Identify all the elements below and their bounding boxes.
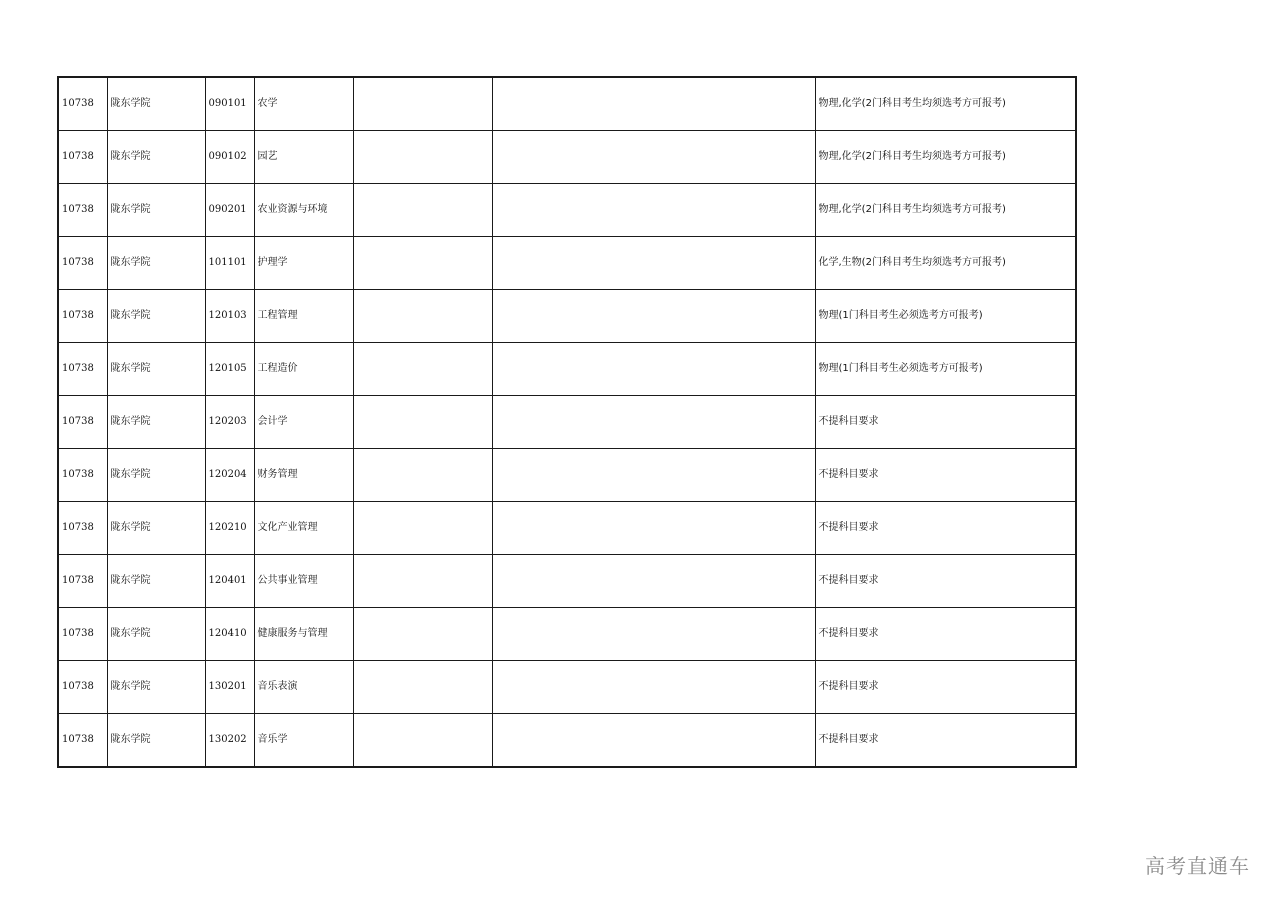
table-row bbox=[58, 290, 1076, 343]
table-row bbox=[58, 502, 1076, 555]
blank-cell bbox=[492, 714, 815, 768]
blank-cell bbox=[353, 661, 492, 714]
blank-cell bbox=[492, 77, 815, 131]
institution-code-cell: 10738 bbox=[58, 449, 107, 502]
major-code-cell: 120203 bbox=[205, 396, 254, 449]
subject-requirement-cell: 物理,化学(2门科目考生均须选考方可报考) bbox=[815, 184, 1076, 237]
table-row bbox=[58, 449, 1076, 502]
major-name-cell: 公共事业管理 bbox=[254, 555, 353, 608]
blank-cell bbox=[492, 502, 815, 555]
table-row bbox=[58, 184, 1076, 237]
blank-cell bbox=[492, 661, 815, 714]
institution-name-cell: 陇东学院 bbox=[107, 343, 205, 396]
subject-requirement-cell: 化学,生物(2门科目考生均须选考方可报考) bbox=[815, 237, 1076, 290]
table-row bbox=[58, 661, 1076, 714]
major-name-cell: 音乐表演 bbox=[254, 661, 353, 714]
subject-requirement-cell: 不提科目要求 bbox=[815, 608, 1076, 661]
major-name-cell: 会计学 bbox=[254, 396, 353, 449]
institution-name-cell: 陇东学院 bbox=[107, 661, 205, 714]
major-name-cell: 工程造价 bbox=[254, 343, 353, 396]
blank-cell bbox=[353, 449, 492, 502]
institution-code-cell: 10738 bbox=[58, 502, 107, 555]
institution-code-cell: 10738 bbox=[58, 714, 107, 768]
institution-code-cell: 10738 bbox=[58, 343, 107, 396]
major-code-cell: 120105 bbox=[205, 343, 254, 396]
blank-cell bbox=[492, 449, 815, 502]
institution-name-cell: 陇东学院 bbox=[107, 449, 205, 502]
table-row bbox=[58, 396, 1076, 449]
institution-code-cell: 10738 bbox=[58, 237, 107, 290]
watermark-text: 高考直通车 bbox=[1145, 854, 1250, 878]
blank-cell bbox=[492, 184, 815, 237]
major-code-cell: 101101 bbox=[205, 237, 254, 290]
major-code-cell: 120103 bbox=[205, 290, 254, 343]
institution-name-cell: 陇东学院 bbox=[107, 555, 205, 608]
subject-requirement-cell: 物理,化学(2门科目考生均须选考方可报考) bbox=[815, 77, 1076, 131]
institution-code-cell: 10738 bbox=[58, 396, 107, 449]
blank-cell bbox=[353, 608, 492, 661]
subject-requirement-cell: 不提科目要求 bbox=[815, 714, 1076, 768]
table-row bbox=[58, 131, 1076, 184]
major-code-cell: 130202 bbox=[205, 714, 254, 768]
institution-name-cell: 陇东学院 bbox=[107, 502, 205, 555]
major-name-cell: 文化产业管理 bbox=[254, 502, 353, 555]
institution-code-cell: 10738 bbox=[58, 661, 107, 714]
blank-cell bbox=[492, 131, 815, 184]
admission-requirements-table bbox=[57, 76, 1077, 768]
blank-cell bbox=[492, 608, 815, 661]
major-code-cell: 090201 bbox=[205, 184, 254, 237]
blank-cell bbox=[353, 131, 492, 184]
blank-cell bbox=[353, 290, 492, 343]
institution-code-cell: 10738 bbox=[58, 555, 107, 608]
institution-name-cell: 陇东学院 bbox=[107, 714, 205, 768]
blank-cell bbox=[492, 396, 815, 449]
table-row bbox=[58, 237, 1076, 290]
institution-code-cell: 10738 bbox=[58, 131, 107, 184]
major-code-cell: 090102 bbox=[205, 131, 254, 184]
major-name-cell: 工程管理 bbox=[254, 290, 353, 343]
subject-requirement-cell: 物理(1门科目考生必须选考方可报考) bbox=[815, 290, 1076, 343]
major-code-cell: 090101 bbox=[205, 77, 254, 131]
subject-requirement-cell: 物理(1门科目考生必须选考方可报考) bbox=[815, 343, 1076, 396]
blank-cell bbox=[353, 237, 492, 290]
major-name-cell: 园艺 bbox=[254, 131, 353, 184]
major-name-cell: 音乐学 bbox=[254, 714, 353, 768]
blank-cell bbox=[353, 343, 492, 396]
table-row bbox=[58, 608, 1076, 661]
blank-cell bbox=[353, 502, 492, 555]
institution-code-cell: 10738 bbox=[58, 290, 107, 343]
blank-cell bbox=[492, 555, 815, 608]
institution-name-cell: 陇东学院 bbox=[107, 237, 205, 290]
subject-requirement-cell: 不提科目要求 bbox=[815, 502, 1076, 555]
major-name-cell: 护理学 bbox=[254, 237, 353, 290]
major-code-cell: 120410 bbox=[205, 608, 254, 661]
subject-requirement-cell: 不提科目要求 bbox=[815, 449, 1076, 502]
table-body bbox=[58, 77, 1076, 767]
institution-code-cell: 10738 bbox=[58, 184, 107, 237]
blank-cell bbox=[353, 184, 492, 237]
blank-cell bbox=[492, 290, 815, 343]
table-row bbox=[58, 714, 1076, 768]
subject-requirement-cell: 不提科目要求 bbox=[815, 396, 1076, 449]
major-code-cell: 120204 bbox=[205, 449, 254, 502]
major-name-cell: 健康服务与管理 bbox=[254, 608, 353, 661]
blank-cell bbox=[353, 714, 492, 768]
table-row bbox=[58, 343, 1076, 396]
major-code-cell: 120210 bbox=[205, 502, 254, 555]
table-row bbox=[58, 555, 1076, 608]
blank-cell bbox=[353, 555, 492, 608]
institution-name-cell: 陇东学院 bbox=[107, 184, 205, 237]
institution-name-cell: 陇东学院 bbox=[107, 77, 205, 131]
major-name-cell: 财务管理 bbox=[254, 449, 353, 502]
major-name-cell: 农学 bbox=[254, 77, 353, 131]
major-code-cell: 120401 bbox=[205, 555, 254, 608]
blank-cell bbox=[353, 396, 492, 449]
blank-cell bbox=[492, 237, 815, 290]
subject-requirement-cell: 不提科目要求 bbox=[815, 661, 1076, 714]
institution-code-cell: 10738 bbox=[58, 608, 107, 661]
institution-code-cell: 10738 bbox=[58, 77, 107, 131]
subject-requirement-cell: 物理,化学(2门科目考生均须选考方可报考) bbox=[815, 131, 1076, 184]
institution-name-cell: 陇东学院 bbox=[107, 396, 205, 449]
major-name-cell: 农业资源与环境 bbox=[254, 184, 353, 237]
institution-name-cell: 陇东学院 bbox=[107, 131, 205, 184]
subject-requirement-cell: 不提科目要求 bbox=[815, 555, 1076, 608]
blank-cell bbox=[492, 343, 815, 396]
institution-name-cell: 陇东学院 bbox=[107, 290, 205, 343]
institution-name-cell: 陇东学院 bbox=[107, 608, 205, 661]
table-row bbox=[58, 77, 1076, 131]
major-code-cell: 130201 bbox=[205, 661, 254, 714]
blank-cell bbox=[353, 77, 492, 131]
